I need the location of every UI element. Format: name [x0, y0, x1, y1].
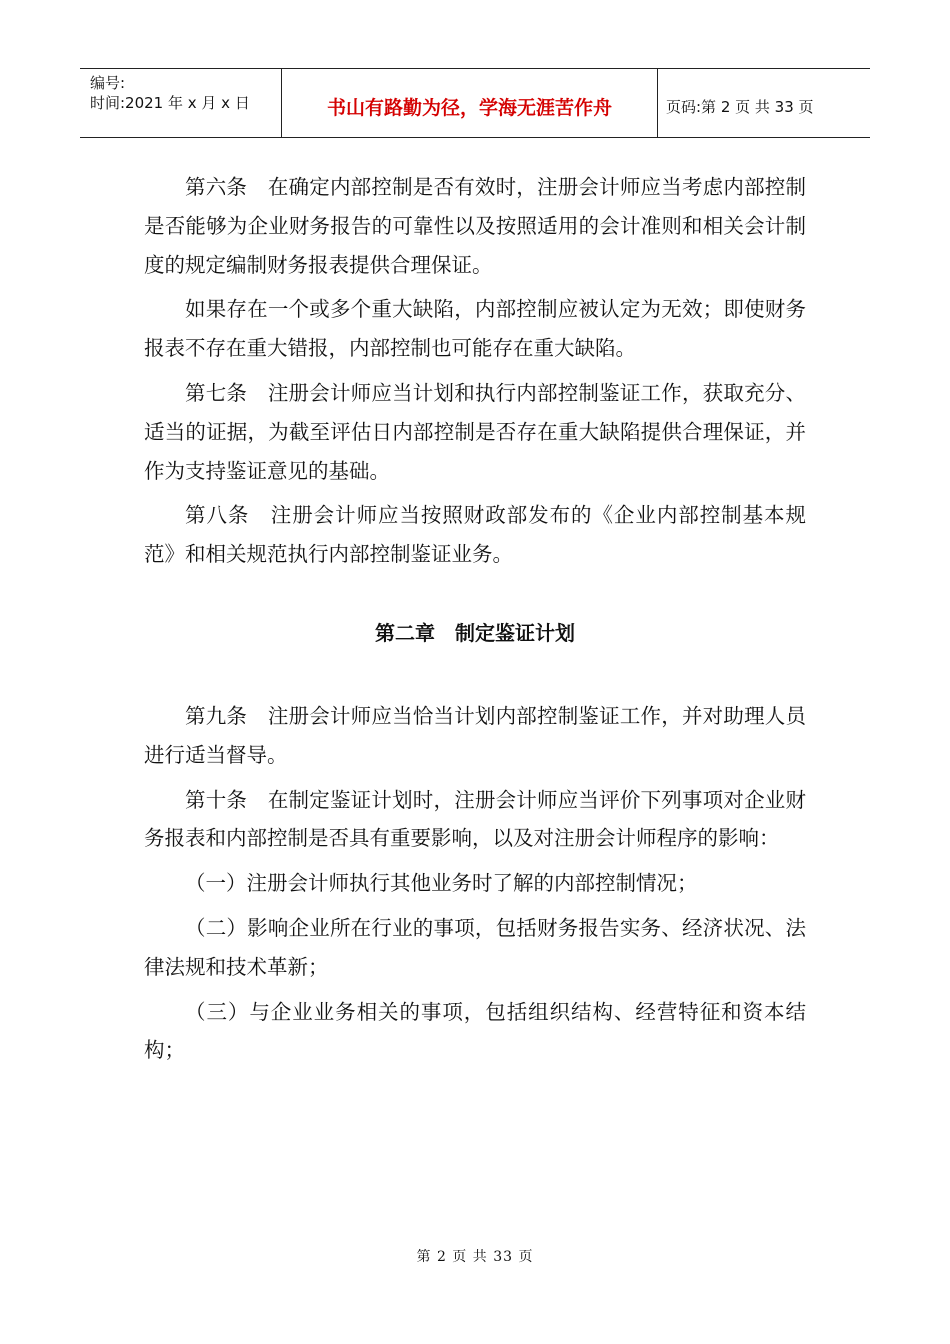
- header-page-info: 页码:第 2 页 共 33 页: [666, 97, 814, 116]
- paragraph: （一）注册会计师执行其他业务时了解的内部控制情况；: [185, 871, 698, 896]
- paragraph: 第六条 在确定内部控制是否有效时，注册会计师应当考虑内部控制是否能够为企业财务报告的可靠性以及按照适用的会计准则和相关会计制度的规定编制财务报表提供合理保证。: [144, 175, 806, 277]
- paragraph: 第九条 注册会计师应当恰当计划内部控制鉴证工作，并对助理人员进行适当督导。: [144, 703, 806, 767]
- document-body: [144, 168, 806, 1076]
- document-number-label: 编号:: [90, 74, 126, 92]
- header-motto: 书山有路勤为径，学海无涯苦作舟: [282, 69, 658, 137]
- paragraph: 第十条 在制定鉴证计划时，注册会计师应当评价下列事项对企业财务报表和内部控制是否具有重要影响，以及对注册会计师程序的影响：: [144, 787, 806, 851]
- page-footer: 第 2 页 共 33 页: [416, 1249, 534, 1265]
- chapter-title: 第二章 制定鉴证计划: [375, 620, 575, 645]
- paragraph: 第七条 注册会计师应当计划和执行内部控制鉴证工作，获取充分、适当的证据，为截至评估日内部控制是否存在重大缺陷提供合理保证，并作为支持鉴证意见的基础。: [144, 380, 806, 483]
- paragraph: （二）影响企业所在行业的事项，包括财务报告实务、经济状况、法律法规和技术革新；: [144, 915, 806, 979]
- paragraph: 如果存在一个或多个重大缺陷，内部控制应被认定为无效；即使财务报表不存在重大错报，内部控制也可能存在重大缺陷。: [144, 297, 806, 361]
- paragraph: 第八条 注册会计师应当按照财政部发布的《企业内部控制基本规范》和相关规范执行内部控制鉴证业务。: [144, 503, 806, 567]
- header-meta: [80, 69, 282, 137]
- document-header: [80, 68, 870, 138]
- document-time-label: 时间:2021 年 x 月 x 日: [90, 94, 250, 112]
- paragraph: （三）与企业业务相关的事项，包括组织结构、经营特征和资本结构；: [144, 999, 806, 1063]
